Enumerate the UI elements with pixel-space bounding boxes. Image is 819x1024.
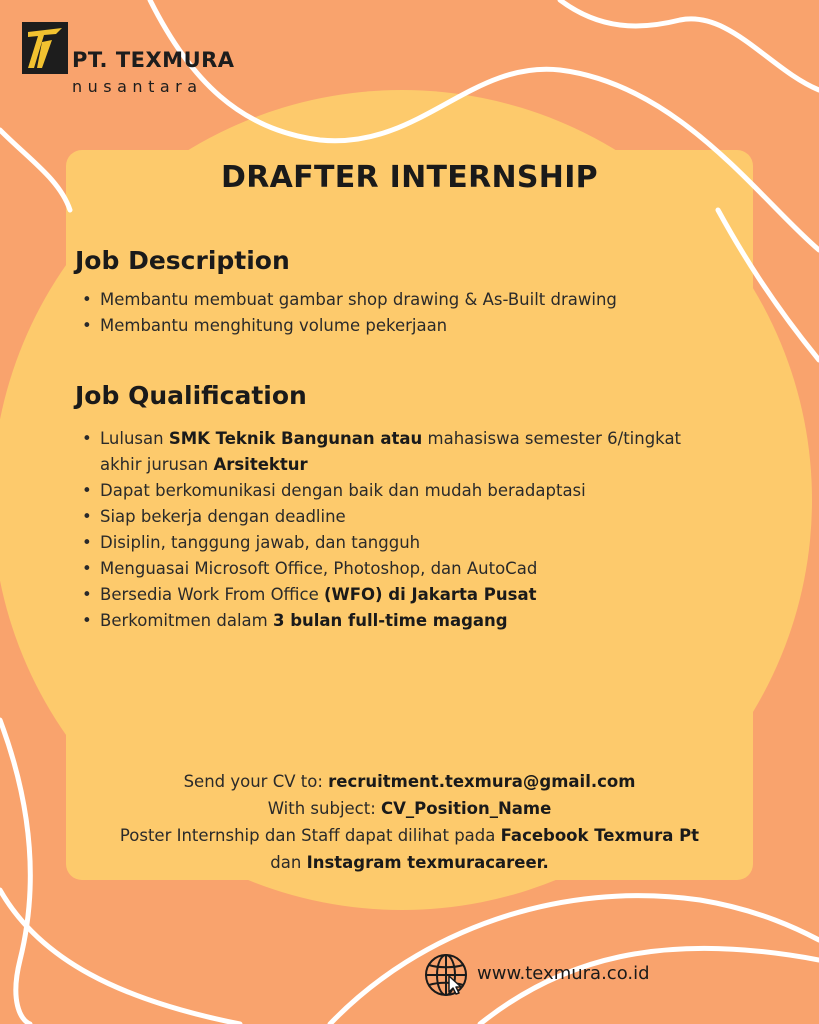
subject-value: CV_Position_Name: [381, 799, 552, 818]
list-item: • Membantu membuat gambar shop drawing & As-Built drawing: [80, 287, 760, 313]
globe-icon: [423, 952, 469, 998]
list-item: [80, 582, 760, 608]
list-item: • Menguasai Microsoft Office, Photoshop, dan AutoCad: [80, 556, 760, 582]
contact-info: [0, 768, 819, 876]
and-text: dan: [270, 853, 307, 872]
item-bold-text: 3 bulan full-time magang: [272, 611, 508, 630]
subject-line: [0, 795, 819, 822]
item-text: Bersedia Work From Office: [100, 585, 324, 604]
list-item: • Siap bekerja dengan deadline: [80, 504, 760, 530]
instagram-name: Instagram texmuracareer.: [306, 853, 549, 872]
list-item: [80, 608, 760, 634]
poster-text: Poster Internship dan Staff dapat dilihat pada: [119, 826, 501, 845]
list-item: • Disiplin, tanggung jawab, dan tangguh: [80, 530, 760, 556]
contact-email: recruitment.texmura@gmail.com: [328, 772, 636, 791]
instagram-line: [0, 849, 819, 876]
cv-label: Send your CV to:: [183, 772, 329, 791]
company-name: PT. TEXMURA: [72, 48, 235, 72]
job-description-list: [80, 287, 760, 339]
texmura-logo-icon: [22, 22, 68, 74]
job-qualification-heading: Job Qualification: [75, 381, 307, 410]
website-url: www.texmura.co.id: [477, 963, 650, 984]
job-description-heading: Job Description: [75, 246, 290, 275]
cv-line: [0, 768, 819, 795]
item-bold-text: SMK Teknik Bangunan atau: [168, 429, 423, 448]
item-bold-text: (WFO) di Jakarta Pusat: [323, 585, 537, 604]
page-title: DRAFTER INTERNSHIP: [221, 160, 598, 195]
poster-line: [0, 822, 819, 849]
item-text: Lulusan: [100, 429, 169, 448]
item-text: Berkomitmen dalam: [100, 611, 273, 630]
item-text: akhir jurusan: [100, 455, 214, 474]
company-logo: [22, 22, 252, 102]
company-subtitle: nusantara: [72, 77, 203, 96]
swirl-line-bottom: [0, 890, 240, 1024]
list-item: • Dapat berkomunikasi dengan baik dan mudah beradaptasi: [80, 478, 760, 504]
item-text: mahasiswa semester 6/tingkat: [422, 429, 682, 448]
item-bold-text: Arsitektur: [213, 455, 308, 474]
list-item: • Membantu menghitung volume pekerjaan: [80, 313, 760, 339]
job-qualification-list: [80, 426, 760, 634]
subject-label: With subject:: [267, 799, 382, 818]
website-link: [423, 952, 683, 998]
list-item: [80, 426, 760, 478]
facebook-name: Facebook Texmura Pt: [500, 826, 700, 845]
